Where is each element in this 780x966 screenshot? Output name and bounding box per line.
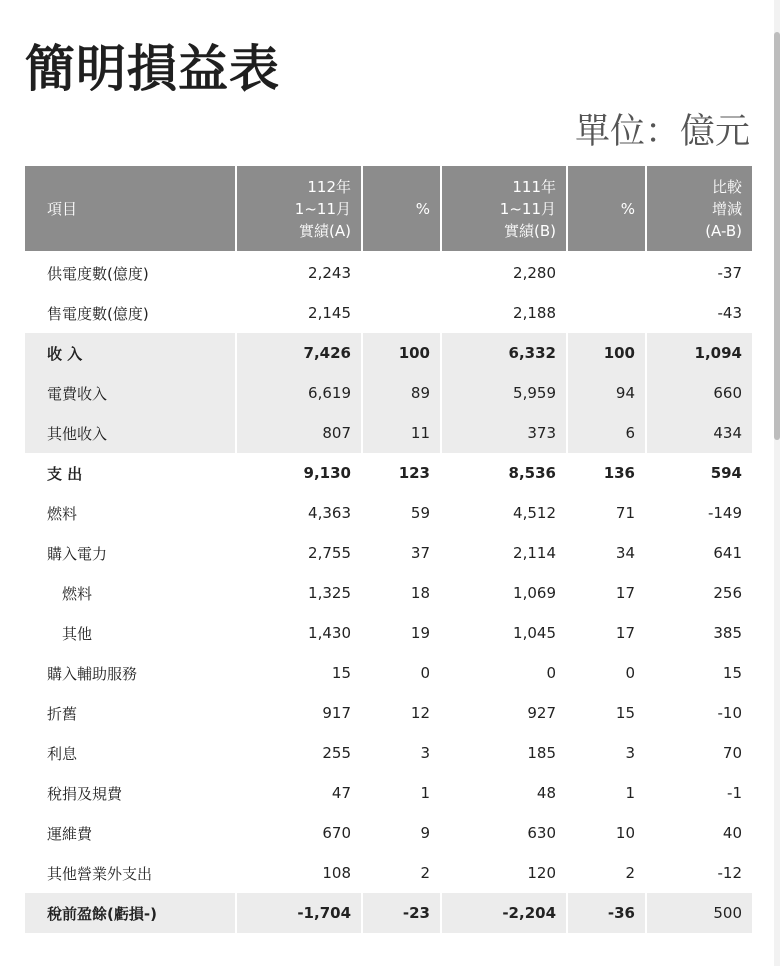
table-row [25, 653, 752, 693]
value-a: 917 [236, 693, 362, 733]
header-pct-a: % [362, 166, 441, 251]
value-a: 6,619 [236, 373, 362, 413]
pct-a: 123 [362, 453, 441, 493]
value-b: 5,959 [441, 373, 567, 413]
table-row [25, 693, 752, 733]
value-diff: 385 [713, 624, 742, 642]
table-row-revenue-total [25, 333, 752, 373]
row-label: 燃料 [25, 493, 236, 533]
row-label: 其他 [25, 613, 236, 653]
pct-b: 3 [567, 733, 646, 773]
value-b: 373 [441, 413, 567, 453]
row-label: 支 出 [25, 453, 236, 493]
value-b: 6,332 [441, 333, 567, 373]
pct-a: 9 [362, 813, 441, 853]
value-a: 47 [236, 773, 362, 813]
table-header-row [25, 166, 752, 251]
row-label: 利息 [25, 733, 236, 773]
value-diff: 434 [646, 413, 752, 453]
table-row [25, 251, 752, 293]
table-row [25, 813, 752, 853]
value-b: 2,114 [441, 533, 567, 573]
value-a: -1,704 [236, 893, 362, 933]
pct-b: 15 [567, 693, 646, 733]
row-label: 電費收入 [25, 373, 236, 413]
value-diff: 594 [710, 464, 742, 482]
pct-a: -23 [362, 893, 441, 933]
value-diff: 641 [713, 544, 742, 562]
value-a: 108 [236, 853, 362, 893]
value-b: 1,045 [441, 613, 567, 653]
table-row [25, 853, 752, 893]
value-diff: -12 [717, 864, 742, 882]
pct-a: 2 [362, 853, 441, 893]
pct-b: 34 [567, 533, 646, 573]
value-diff: -10 [717, 704, 742, 722]
pct-b: 10 [567, 813, 646, 853]
pct-b: 0 [567, 653, 646, 693]
pct-a: 37 [362, 533, 441, 573]
pct-b: 17 [567, 613, 646, 653]
value-a: 1,325 [236, 573, 362, 613]
unit-label: 單位：億元 [574, 112, 750, 152]
value-a: 1,430 [236, 613, 362, 653]
row-label: 燃料 [25, 573, 236, 613]
table-row [25, 373, 752, 413]
value-a: 4,363 [236, 493, 362, 533]
pct-a: 12 [362, 693, 441, 733]
pct-b: 94 [567, 373, 646, 413]
value-b: 4,512 [441, 493, 567, 533]
row-label: 其他收入 [25, 413, 236, 453]
table-row [25, 733, 752, 773]
value-b: 48 [441, 773, 567, 813]
value-a: 2,243 [236, 251, 362, 293]
value-b: 630 [441, 813, 567, 853]
row-label: 購入電力 [25, 533, 236, 573]
pct-b: 6 [567, 413, 646, 453]
pct-a: 3 [362, 733, 441, 773]
value-b: 2,280 [441, 251, 567, 293]
table-row [25, 293, 752, 333]
row-label: 稅捐及規費 [25, 773, 236, 813]
pct-a: 18 [362, 573, 441, 613]
value-diff: 256 [713, 584, 742, 602]
pct-b: 17 [567, 573, 646, 613]
row-label: 購入輔助服務 [25, 653, 236, 693]
value-diff: 500 [646, 893, 752, 933]
value-a: 2,145 [236, 293, 362, 333]
value-diff: 660 [646, 373, 752, 413]
row-label: 其他營業外支出 [25, 853, 236, 893]
pct-a: 100 [362, 333, 441, 373]
pct-a [362, 293, 441, 333]
pct-a: 89 [362, 373, 441, 413]
income-statement-table [25, 166, 752, 933]
header-112-actual: 112年 1~11月 實績(A) [236, 166, 362, 251]
pct-b: 2 [567, 853, 646, 893]
value-diff: 40 [722, 824, 742, 842]
value-b: 8,536 [441, 453, 567, 493]
value-a: 670 [236, 813, 362, 853]
table-row [25, 533, 752, 573]
scrollbar-track[interactable] [774, 0, 780, 966]
value-diff: -149 [707, 504, 742, 522]
table-row [25, 773, 752, 813]
table-row-pretax-income [25, 893, 752, 933]
value-a: 255 [236, 733, 362, 773]
value-diff: -1 [727, 784, 742, 802]
pct-b: 136 [567, 453, 646, 493]
value-a: 9,130 [236, 453, 362, 493]
pct-b: 1 [567, 773, 646, 813]
pct-a: 59 [362, 493, 441, 533]
value-diff: 1,094 [646, 333, 752, 373]
pct-b [567, 293, 646, 333]
pct-a: 0 [362, 653, 441, 693]
row-label: 售電度數(億度) [25, 293, 236, 333]
table-row [25, 613, 752, 653]
value-b: 1,069 [441, 573, 567, 613]
value-a: 7,426 [236, 333, 362, 373]
header-diff: 比較 增減 (A-B) [646, 166, 752, 251]
table-row [25, 573, 752, 613]
header-item: 項目 [25, 166, 236, 251]
header-pct-b: % [567, 166, 646, 251]
value-a: 2,755 [236, 533, 362, 573]
header-111-actual: 111年 1~11月 實績(B) [441, 166, 567, 251]
pct-b: -36 [567, 893, 646, 933]
table-row-expense-total [25, 453, 752, 493]
value-b: 120 [441, 853, 567, 893]
pct-a: 1 [362, 773, 441, 813]
value-b: 185 [441, 733, 567, 773]
value-b: -2,204 [441, 893, 567, 933]
pct-b: 100 [567, 333, 646, 373]
table-row [25, 493, 752, 533]
value-a: 15 [236, 653, 362, 693]
pct-a: 11 [362, 413, 441, 453]
value-b: 2,188 [441, 293, 567, 333]
table-row [25, 413, 752, 453]
pct-b [567, 251, 646, 293]
row-label: 收 入 [25, 333, 236, 373]
row-label: 折舊 [25, 693, 236, 733]
value-b: 927 [441, 693, 567, 733]
row-label: 稅前盈餘(虧損-) [25, 893, 236, 933]
value-diff: -37 [717, 264, 742, 282]
pct-b: 71 [567, 493, 646, 533]
row-label: 運維費 [25, 813, 236, 853]
value-diff: -43 [717, 304, 742, 322]
value-b: 0 [441, 653, 567, 693]
pct-a [362, 251, 441, 293]
page-title: 簡明損益表 [25, 40, 280, 98]
value-a: 807 [236, 413, 362, 453]
value-diff: 15 [722, 664, 742, 682]
scrollbar-thumb[interactable] [774, 32, 780, 440]
value-diff: 70 [722, 744, 742, 762]
pct-a: 19 [362, 613, 441, 653]
row-label: 供電度數(億度) [25, 251, 236, 293]
